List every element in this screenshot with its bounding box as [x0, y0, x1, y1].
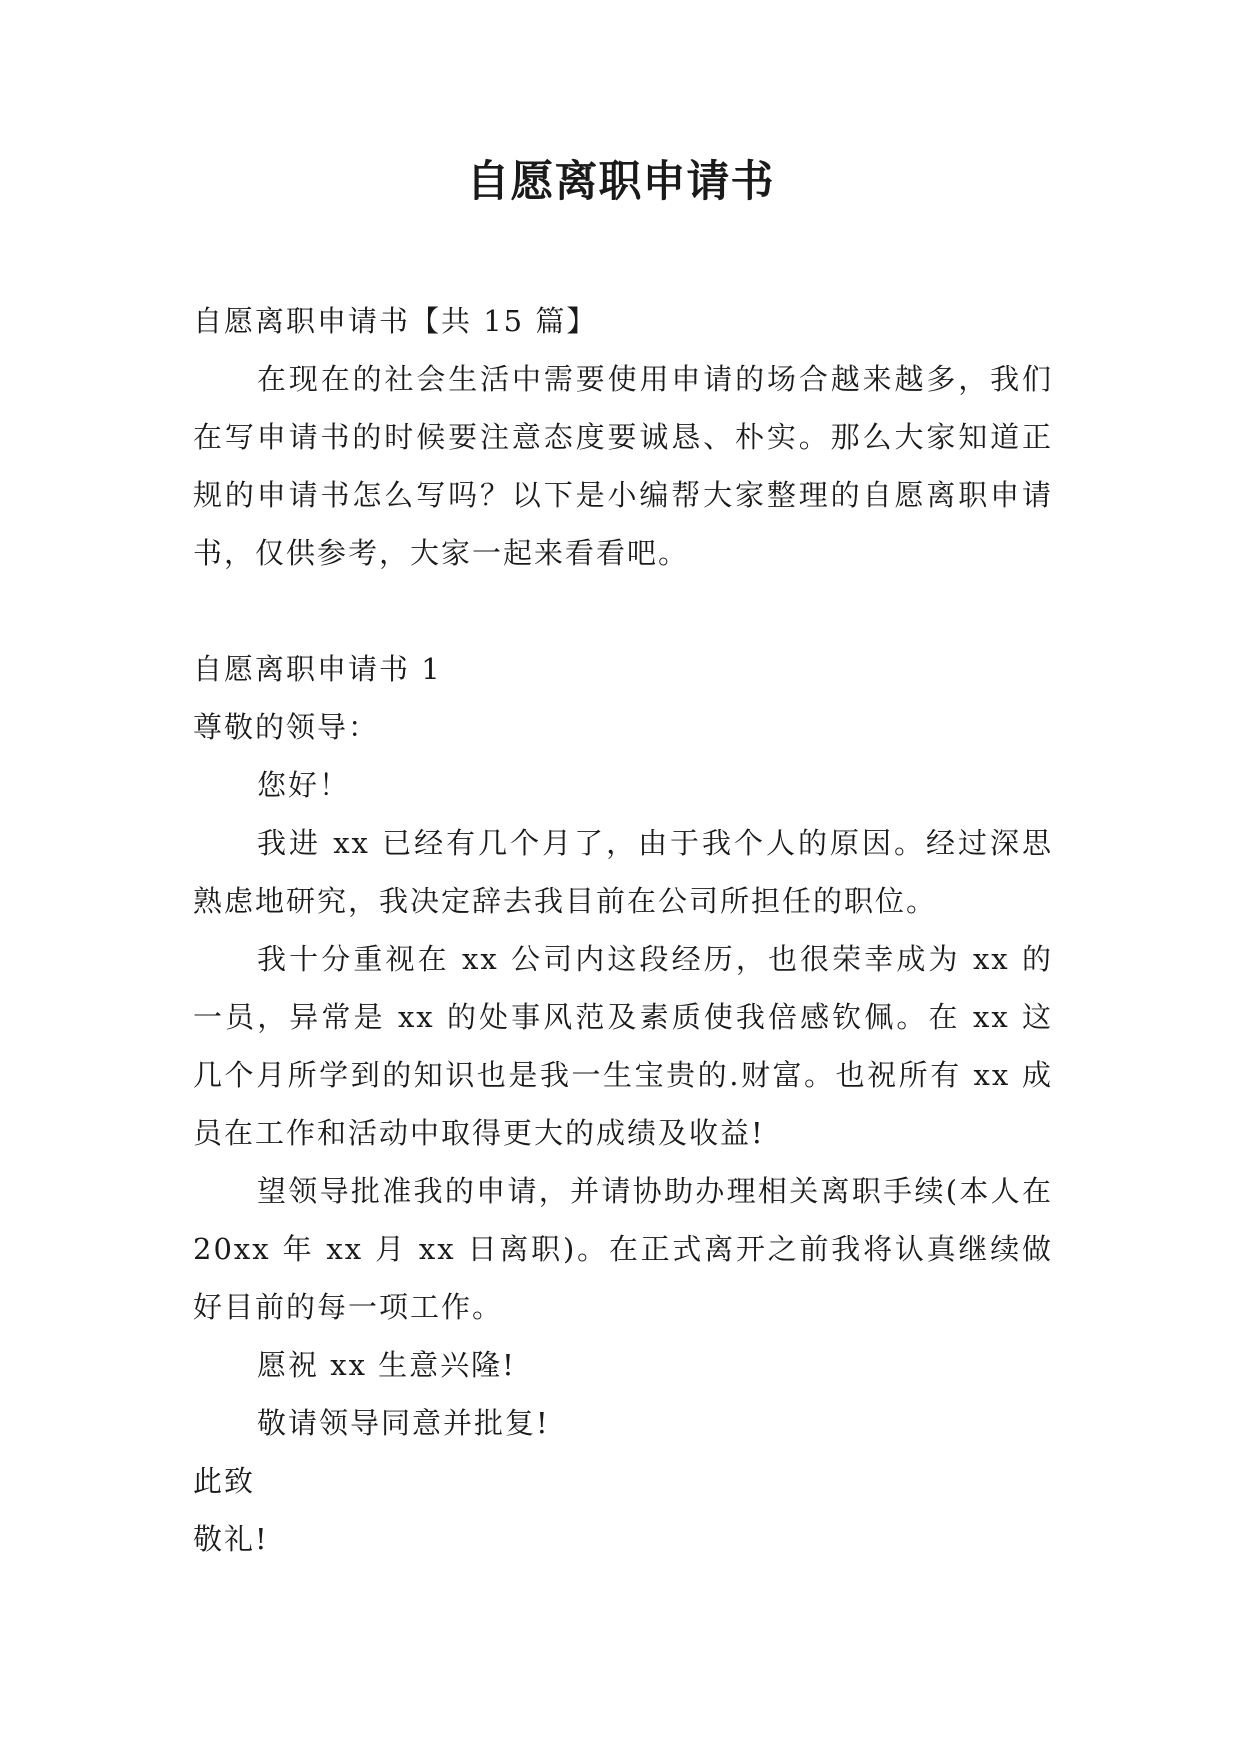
letter-paragraph: 我十分重视在 xx 公司内这段经历，也很荣幸成为 xx 的一员，异常是 xx 的处事风范及素质使我倍感钦佩。在 xx 这几个月所学到的知识也是我一生宝贵的.财富。也祝所有 xx 成员在工作和活动中取得更大的成绩及收益! — [193, 942, 1053, 1150]
letter-salutation: 尊敬的领导： — [193, 710, 380, 744]
letter-heading: 自愿离职申请书 1 — [193, 652, 442, 686]
letter-paragraph: 望领导批准我的申请，并请协助办理相关离职手续(本人在 20xx 年 xx 月 xx 日离职)。在正式离开之前我将认真继续做好目前的每一项工作。 — [193, 1174, 1053, 1324]
letter-greeting: 您好！ — [257, 768, 351, 802]
letter-paragraph: 我进 xx 已经有几个月了，由于我个人的原因。经过深思熟虑地研究，我决定辞去我目前在公司所担任的职位。 — [193, 826, 1053, 918]
letter-paragraph: 愿祝 xx 生意兴隆! — [257, 1348, 516, 1382]
section-spacer — [193, 582, 1053, 640]
letter-regards: 敬礼! — [193, 1522, 269, 1556]
document-body — [193, 292, 1053, 1568]
letter-closing: 此致 — [193, 1464, 256, 1498]
intro-paragraph: 在现在的社会生活中需要使用申请的场合越来越多，我们在写申请书的时候要注意态度要诚恳、朴实。那么大家知道正规的申请书怎么写吗？以下是小编帮大家整理的自愿离职申请书，仅供参考，大家一起来看看吧。 — [193, 362, 1053, 570]
letter-paragraph: 敬请领导同意并批复! — [257, 1406, 550, 1440]
document-subtitle: 自愿离职申请书【共 15 篇】 — [193, 304, 598, 338]
document-title: 自愿离职申请书 — [466, 157, 775, 207]
